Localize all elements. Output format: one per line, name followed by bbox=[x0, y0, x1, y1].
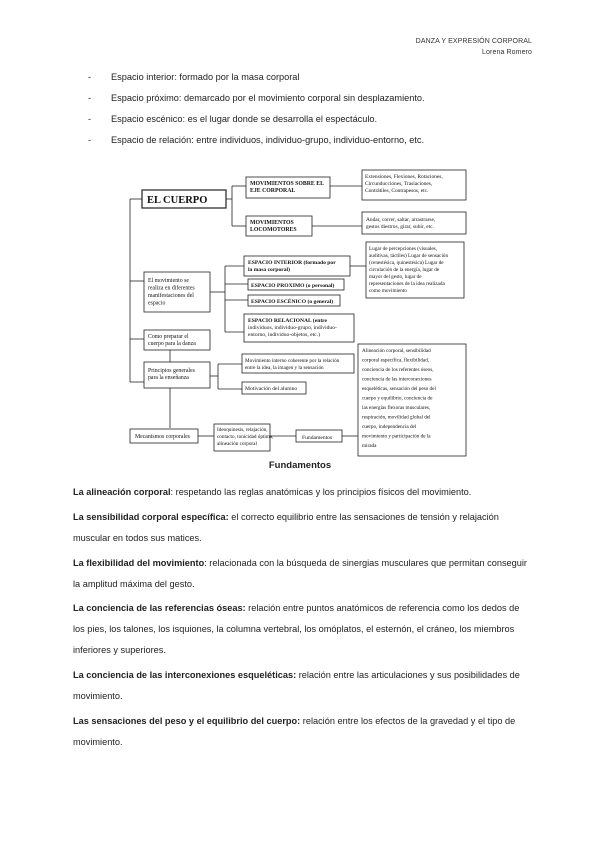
node-label: realiza en diferentes bbox=[148, 285, 195, 292]
section-title: Fundamentos bbox=[268, 460, 332, 471]
root-node-label: EL CUERPO bbox=[147, 195, 208, 206]
paragraph-text: : relacionada con la búsqueda de sinergias musculares que permitan conseguir la amplitud máxima del gesto. bbox=[73, 558, 527, 589]
node-detail: Circunducciones, Traslaciones, bbox=[365, 181, 433, 187]
paragraph-term: La conciencia de las referencias óseas: bbox=[73, 603, 246, 613]
node-label: Fundamentos bbox=[302, 435, 333, 441]
node-detail: como movimiento bbox=[369, 288, 407, 294]
node-detail: circulación de la energía, lugar de bbox=[369, 267, 440, 273]
node-label: Principios generales bbox=[148, 368, 195, 374]
paragraph-term: La sensibilidad corporal específica: bbox=[73, 512, 229, 522]
paragraph bbox=[73, 711, 533, 753]
node-label: ESPACIO RELACIONAL (entre bbox=[248, 318, 328, 324]
node-label: EJE CORPORAL bbox=[250, 188, 296, 194]
node-label: MOVIMIENTOS SOBRE EL bbox=[250, 181, 324, 187]
paragraph bbox=[73, 598, 533, 661]
node-label: cuerpo para la danza bbox=[148, 341, 196, 347]
paragraph-term: La flexibilidad del movimiento bbox=[73, 558, 205, 568]
svg-text:Como preparar el cuerpo pa bbox=[148, 334, 196, 347]
paragraph bbox=[73, 553, 533, 595]
svg-text:Lugar de percepciones (visuale bbox=[369, 245, 449, 294]
node-detail: Andar, correr, saltar, arrastrarse, bbox=[366, 217, 436, 223]
node-detail: movimiento y participación de la bbox=[362, 433, 431, 440]
node-detail: cuerpo, independencia del bbox=[362, 424, 417, 430]
bullet-item: - Espacio próximo: demarcado por el movimiento corporal sin desplazamiento. bbox=[88, 93, 425, 103]
node-detail: Extensiones, Flexiones, Rotaciones, bbox=[365, 174, 443, 180]
node-label: El movimiento se bbox=[148, 278, 189, 284]
node-detail: conciencia de los referentes óseos, bbox=[362, 367, 434, 373]
bullet-item: - Espacio escénico: es el lugar donde se desarrolla el espectáculo. bbox=[88, 114, 378, 124]
node-detail: esqueléticas, sensación del peso del bbox=[362, 386, 436, 392]
node-label: alineación corporal bbox=[217, 441, 257, 447]
node-detail: representaciones de la idea realizada bbox=[369, 281, 445, 287]
header-author: Lorena Romero bbox=[482, 49, 532, 56]
paragraph-text: relación entre las articulaciones y sus posibilidades de movimiento. bbox=[73, 670, 520, 701]
svg-text:Alineación corporal, sensibili bbox=[362, 348, 437, 449]
node-label: contacto, tonicidad óptima, bbox=[217, 434, 274, 440]
paragraph-term: La conciencia de las interconexiones esqueléticas: bbox=[73, 670, 297, 680]
node-detail: las energías flexoras musculares, bbox=[362, 405, 431, 411]
node-detail: cuerpo y equilibrio, conciencia de bbox=[362, 395, 433, 402]
bullet-item: - Espacio de relación: entre individuos, individuo-grupo, individuo-entorno, etc. bbox=[88, 135, 425, 145]
node-label: Mecanismos corporales bbox=[135, 434, 190, 440]
paragraph bbox=[73, 665, 533, 707]
paragraph-text: relación entre puntos anatómicos de referencia como los dedos de los pies, los talones, los isquiones, la columna vertebral, los omóplatos, el esternón, el cráneo, los miembros inferiores y superiores. bbox=[73, 603, 520, 655]
node-label: Motivación del alumno bbox=[245, 386, 298, 392]
node-detail: mayor del gesto, lugar de bbox=[369, 274, 422, 280]
node-detail: Contrátiles, Contrapesos, etc. bbox=[365, 188, 429, 194]
node-detail: Alineación corporal, sensibilidad bbox=[362, 348, 431, 354]
svg-text:MOVIMIENTOS LOCOMOTORES bbox=[250, 220, 297, 233]
node-label: entorno, individuo-objetos, etc.) bbox=[248, 332, 320, 338]
node-label: manifestaciones del bbox=[148, 293, 194, 299]
node-detail: Lugar de percepciones (visuales, bbox=[369, 246, 437, 252]
bullet-item: - Espacio interior: formado por la masa corporal bbox=[88, 72, 300, 82]
paragraph-term: La alineación corporal bbox=[73, 487, 171, 497]
node-label: ESPACIO PROXIMO (o personal) bbox=[251, 283, 335, 289]
node-detail: gestos diestros, girar, subir, etc. bbox=[366, 224, 434, 230]
paragraph-text: : respetando las reglas anatómicas y los principios físicos del movimiento. bbox=[170, 487, 472, 497]
node-label: para la enseñanza bbox=[148, 375, 189, 381]
node-detail: respiración, movilidad global del bbox=[362, 414, 431, 421]
node-label: LOCOMOTORES bbox=[250, 227, 297, 233]
node-detail: auditivas, táctiles) Lugar de sensación bbox=[369, 253, 449, 259]
node-label: espacio bbox=[148, 300, 166, 307]
paragraph-text: relación entre los efectos de la gravedad y el tipo de movimiento. bbox=[73, 716, 516, 747]
svg-text:Andar, correr, saltar, arrastr bbox=[366, 217, 437, 230]
paragraph bbox=[73, 507, 533, 549]
paragraph-text: el correcto equilibrio entre las sensaciones de tensión y relajación muscular en todos sus matices. bbox=[73, 512, 499, 543]
node-label: la masa corporal) bbox=[248, 267, 290, 273]
node-label: individuos, individuo-grupo, individuo- bbox=[248, 325, 337, 331]
node-label: MOVIMIENTOS bbox=[250, 220, 294, 226]
paragraph-term: Las sensaciones del peso y el equilibrio del cuerpo: bbox=[73, 716, 301, 726]
node-detail: conciencia de las interconexiones bbox=[362, 376, 432, 383]
node-detail: (cenestésica, quinestésica) Lugar de bbox=[369, 260, 444, 266]
node-detail: mirada bbox=[362, 443, 377, 449]
node-label: Como preparar el bbox=[148, 334, 189, 340]
node-label: ESPACIO ESCÉNICO (o general) bbox=[251, 299, 334, 305]
node-label: Movimiento interno coherente por la relación bbox=[245, 358, 340, 364]
node-label: ESPACIO INTERIOR (formado por bbox=[248, 260, 336, 266]
paragraph bbox=[73, 482, 533, 503]
header-course: DANZA Y EXPRESIÓN CORPORAL bbox=[415, 38, 532, 45]
node-label: Ideoquinesis, relajación, bbox=[217, 427, 268, 433]
node-label: entre la idea, la imagen y la sensación bbox=[245, 365, 324, 371]
node-detail: corporal específica, flexibilidad, bbox=[362, 357, 430, 364]
